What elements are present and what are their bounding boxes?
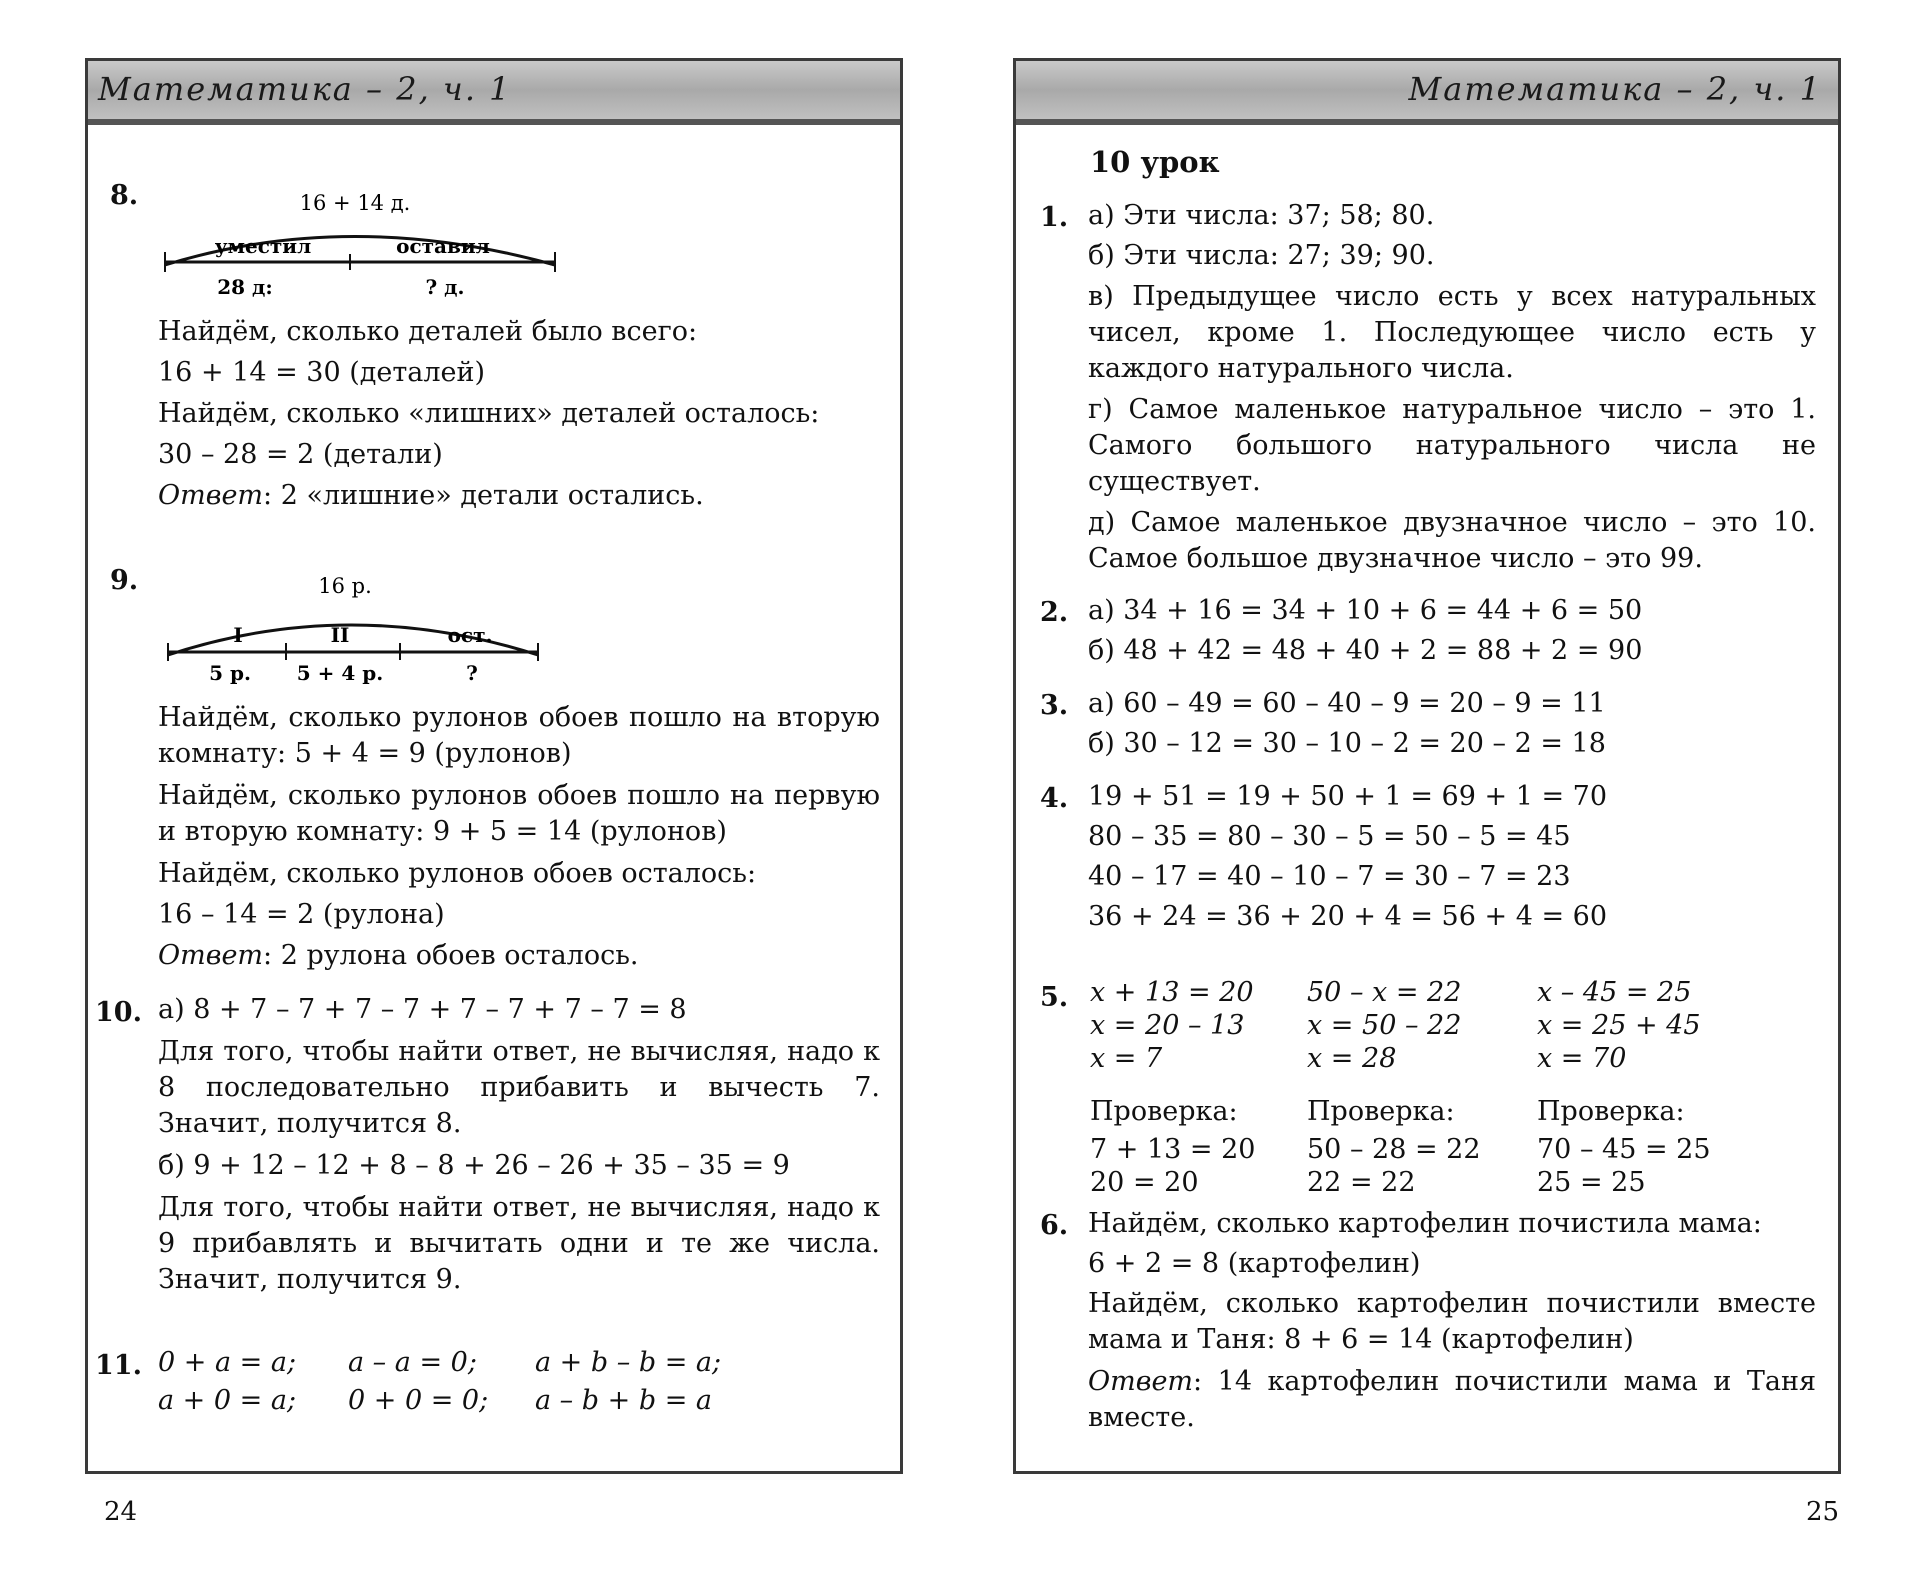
diagram-seg2-label: II (330, 623, 350, 647)
r-problem-2-number: 2. (1040, 597, 1069, 628)
p11-r2-c1: а + 0 = а; (158, 1385, 297, 1416)
r6-answer (1088, 1364, 1816, 1436)
r5-c1-eq2: x = 20 – 13 (1090, 1010, 1245, 1041)
right-header: Математика – 2, ч. 1 (1016, 61, 1838, 125)
r5-c3-check-label: Проверка: (1537, 1096, 1685, 1127)
diagram-seg1-label: I (233, 623, 243, 647)
p9-paragraph-1: Найдём, сколько рулонов обоев пошло на вторую комнату: 5 + 4 = 9 (рулонов) (158, 702, 880, 769)
r5-c1-check2: 20 = 20 (1090, 1167, 1199, 1198)
diagram-below3-label: ? (466, 661, 478, 685)
problem-11-number: 11. (95, 1350, 142, 1381)
r1-g: г) Самое маленькое натуральное число – это 1. Самого большого натурального числа не существует. (1088, 394, 1816, 497)
problem-8-diagram (155, 180, 575, 305)
p8-line-2: 16 + 14 = 30 (деталей) (158, 357, 486, 388)
p9-answer (158, 938, 639, 974)
diagram-seg2-label: оставил (396, 234, 490, 258)
r5-c2-eq2: x = 50 – 22 (1307, 1010, 1462, 1041)
r5-c2-check1: 50 – 28 = 22 (1307, 1134, 1481, 1165)
p8-answer (158, 478, 704, 514)
r-problem-4-number: 4. (1040, 783, 1069, 814)
r5-c3-check1: 70 – 45 = 25 (1537, 1134, 1711, 1165)
r2-a: а) 34 + 16 = 34 + 10 + 6 = 44 + 6 = 50 (1088, 595, 1643, 626)
diagram-seg3-label: ост. (447, 623, 493, 647)
p9-paragraph-2: Найдём, сколько рулонов обоев пошло на первую и вторую комнату: 9 + 5 = 14 (рулонов) (158, 780, 880, 847)
p9-line-3: Найдём, сколько рулонов обоев осталось: (158, 858, 757, 889)
r5-c1-eq3: x = 7 (1090, 1043, 1163, 1074)
r4-line-3: 40 – 17 = 40 – 10 – 7 = 30 – 7 = 23 (1088, 861, 1571, 892)
answer-text: : 2 «лишние» детали остались. (263, 480, 704, 511)
r4-line-1: 19 + 51 = 19 + 50 + 1 = 69 + 1 = 70 (1088, 781, 1608, 812)
p10-a-line: а) 8 + 7 – 7 + 7 – 7 + 7 – 7 + 7 – 7 = 8 (158, 994, 687, 1025)
r1-a: а) Эти числа: 37; 58; 80. (1088, 200, 1435, 231)
problem-9-number: 9. (110, 565, 139, 596)
r-problem-5-number: 5. (1040, 982, 1069, 1013)
p11-r2-c2: 0 + 0 = 0; (348, 1385, 489, 1416)
left-header: Математика – 2, ч. 1 (88, 61, 900, 125)
r5-c3-check2: 25 = 25 (1537, 1167, 1646, 1198)
diagram-top-label: 16 р. (318, 574, 372, 598)
r4-line-4: 36 + 24 = 36 + 20 + 4 = 56 + 4 = 60 (1088, 901, 1608, 932)
p8-line-1: Найдём, сколько деталей было всего: (158, 316, 698, 347)
problem-10-number: 10. (95, 997, 142, 1028)
r5-c3-eq3: x = 70 (1537, 1043, 1627, 1074)
answer-text: : 14 картофелин почистили мама и Таня вместе. (1088, 1366, 1816, 1433)
lesson-title: 10 урок (1090, 145, 1220, 179)
r5-c2-eq3: x = 28 (1307, 1043, 1397, 1074)
r5-c3-eq1: x – 45 = 25 (1537, 977, 1692, 1008)
r-problem-3-number: 3. (1040, 690, 1069, 721)
r5-c1-check-label: Проверка: (1090, 1096, 1238, 1127)
left-page-number: 24 (104, 1497, 138, 1527)
r3-a: а) 60 – 49 = 60 – 40 – 9 = 20 – 9 = 11 (1088, 688, 1606, 719)
r1-b: б) Эти числа: 27; 39; 90. (1088, 240, 1435, 271)
p11-r1-c3: а + b – b = а; (535, 1347, 722, 1378)
r2-b: б) 48 + 42 = 48 + 40 + 2 = 88 + 2 = 90 (1088, 635, 1643, 666)
r1-d: д) Самое маленькое двузначное число – это 10. Самое большое двузначное число – это 99. (1088, 507, 1816, 574)
answer-text: : 2 рулона обоев осталось. (263, 940, 639, 971)
p11-r2-c3: а – b + b = а (535, 1385, 713, 1416)
p9-line-4: 16 – 14 = 2 (рулона) (158, 899, 445, 930)
p10-b-explanation: Для того, чтобы найти ответ, не вычисляя, надо к 9 прибавлять и вычитать одни и те же числа. Значит, получится 9. (158, 1192, 880, 1295)
problem-9-diagram (160, 565, 550, 690)
r-problem-6-number: 6. (1040, 1210, 1069, 1241)
r1-v: в) Предыдущее число есть у всех натуральных чисел, кроме 1. Последующее число есть у каждого натурального числа. (1088, 281, 1816, 384)
diagram-below2-label: ? д. (425, 275, 465, 299)
r6-line-1: Найдём, сколько картофелин почистила мама: (1088, 1208, 1762, 1239)
p10-a-explanation: Для того, чтобы найти ответ, не вычисляя, надо к 8 последовательно прибавить и вычесть 7. Значит, получится 8. (158, 1036, 880, 1139)
p11-r1-c1: 0 + а = а; (158, 1347, 297, 1378)
p11-r1-c2: а – а = 0; (348, 1347, 477, 1378)
r5-c2-check-label: Проверка: (1307, 1096, 1455, 1127)
diagram-below1-label: 5 р. (209, 661, 251, 685)
p8-line-4: 30 – 28 = 2 (детали) (158, 439, 443, 470)
answer-label: Ответ (158, 480, 264, 511)
r5-c2-eq1: 50 – x = 22 (1307, 977, 1462, 1008)
r5-c1-check1: 7 + 13 = 20 (1090, 1134, 1256, 1165)
problem-8-number: 8. (110, 180, 139, 211)
r5-c1-eq1: x + 13 = 20 (1090, 977, 1254, 1008)
answer-label: Ответ (1088, 1366, 1194, 1397)
p10-b-line: б) 9 + 12 – 12 + 8 – 8 + 26 – 26 + 35 – 35 = 9 (158, 1150, 790, 1181)
r6-line-2: 6 + 2 = 8 (картофелин) (1088, 1248, 1421, 1279)
diagram-below2-label: 5 + 4 р. (296, 661, 384, 685)
right-page-number: 25 (1806, 1497, 1840, 1527)
diagram-seg1-label: уместил (214, 234, 312, 258)
p8-line-3: Найдём, сколько «лишних» деталей осталось: (158, 398, 820, 429)
answer-label: Ответ (158, 940, 264, 971)
r5-c2-check2: 22 = 22 (1307, 1167, 1416, 1198)
r4-line-2: 80 – 35 = 80 – 30 – 5 = 50 – 5 = 45 (1088, 821, 1571, 852)
r-problem-1-number: 1. (1040, 202, 1069, 233)
r3-b: б) 30 – 12 = 30 – 10 – 2 = 20 – 2 = 18 (1088, 728, 1606, 759)
diagram-top-label: 16 + 14 д. (299, 191, 411, 215)
diagram-below1-label: 28 д: (217, 275, 273, 299)
r5-c3-eq2: x = 25 + 45 (1537, 1010, 1701, 1041)
r6-paragraph: Найдём, сколько картофелин почистили вместе мама и Таня: 8 + 6 = 14 (картофелин) (1088, 1288, 1816, 1355)
